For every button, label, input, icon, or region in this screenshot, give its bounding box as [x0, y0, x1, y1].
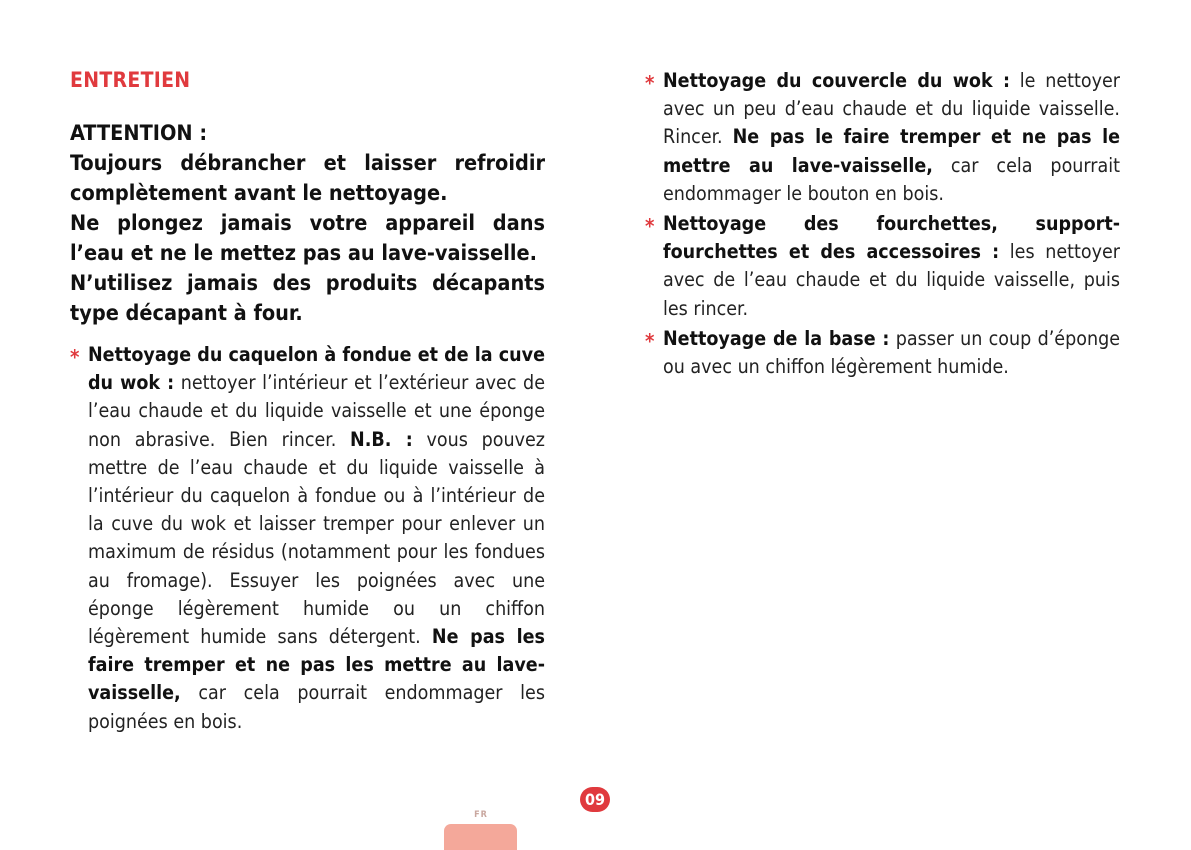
- cleaning-list-right: [645, 67, 1120, 383]
- bullet-warning: Ne pas les faire tremper et ne pas les mettre au lave-vaisselle,: [88, 625, 545, 705]
- safety-warning: [70, 119, 545, 329]
- bullet-tail: car cela pourrait endommager le bouton en bois.: [663, 153, 1120, 205]
- bullet-title: Nettoyage du couvercle du wok :: [663, 69, 1010, 92]
- bullet-asterisk-icon: *: [645, 328, 655, 353]
- bullet-text: passer un coup d’éponge ou avec un chiffon légèrement humide.: [663, 326, 1121, 379]
- bullet-text: nettoyer l’intérieur et l’extérieur avec de l’eau chaude et du liquide vaisselle et une éponge non abrasive. Bien rincer.: [88, 371, 545, 451]
- language-tab: [444, 824, 517, 850]
- bullet-title: Nettoyage des fourchettes, support-fourchettes et des accessoires :: [663, 212, 1120, 264]
- bullet-fondue-pot-wok: [70, 341, 545, 736]
- cleaning-list-left: [70, 341, 545, 736]
- bullet-tail: car cela pourrait endommager les poignées en bois.: [88, 681, 545, 733]
- warning-heading: ATTENTION :: [70, 121, 208, 146]
- section-title: ENTRETIEN: [70, 68, 191, 92]
- bullet-asterisk-icon: *: [645, 71, 655, 95]
- page-number-badge: 09: [580, 787, 610, 812]
- bullet-text: les nettoyer avec de l’eau chaude et du liquide vaisselle, puis les rincer.: [663, 240, 1120, 320]
- bullet-wok-lid: [645, 67, 1120, 208]
- bullet-warning: Ne pas le faire tremper et ne pas le mettre au lave-vaisselle,: [663, 125, 1120, 177]
- bullet-title: Nettoyage du caquelon à fondue et de la cuve du wok :: [88, 343, 545, 395]
- warning-line-no-immersion: Ne plongez jamais votre appareil dans l’eau et ne le mettez pas au lave-vaisselle.: [70, 211, 545, 266]
- bullet-text: le nettoyer avec un peu d’eau chaude et du liquide vaisselle. Rincer.: [663, 69, 1120, 149]
- nb-text: vous pouvez mettre de l’eau chaude et du liquide vaisselle à l’intérieur du caquelon à fondue ou à l’intérieur de la cuve du wok et laisser tremper pour enlever un maximum de résidus (notamment pour les fondues au fromage). Essuyer les poignées avec une éponge légèrement humide ou un chiffon légèrement humide sans détergent.: [88, 427, 545, 649]
- bullet-base: [645, 325, 1120, 381]
- language-label: FR: [474, 810, 488, 820]
- warning-line-unplug: Toujours débrancher et laisser refroidir complètement avant le nettoyage.: [70, 151, 545, 206]
- bullet-asterisk-icon: *: [645, 214, 655, 239]
- bullet-title: Nettoyage de la base :: [663, 326, 890, 350]
- nb-label: N.B. :: [350, 427, 413, 451]
- warning-line-no-stripper: N’utilisez jamais des produits décapants type décapant à four.: [70, 271, 545, 326]
- bullet-forks-accessories: [645, 210, 1120, 323]
- bullet-asterisk-icon: *: [70, 345, 80, 369]
